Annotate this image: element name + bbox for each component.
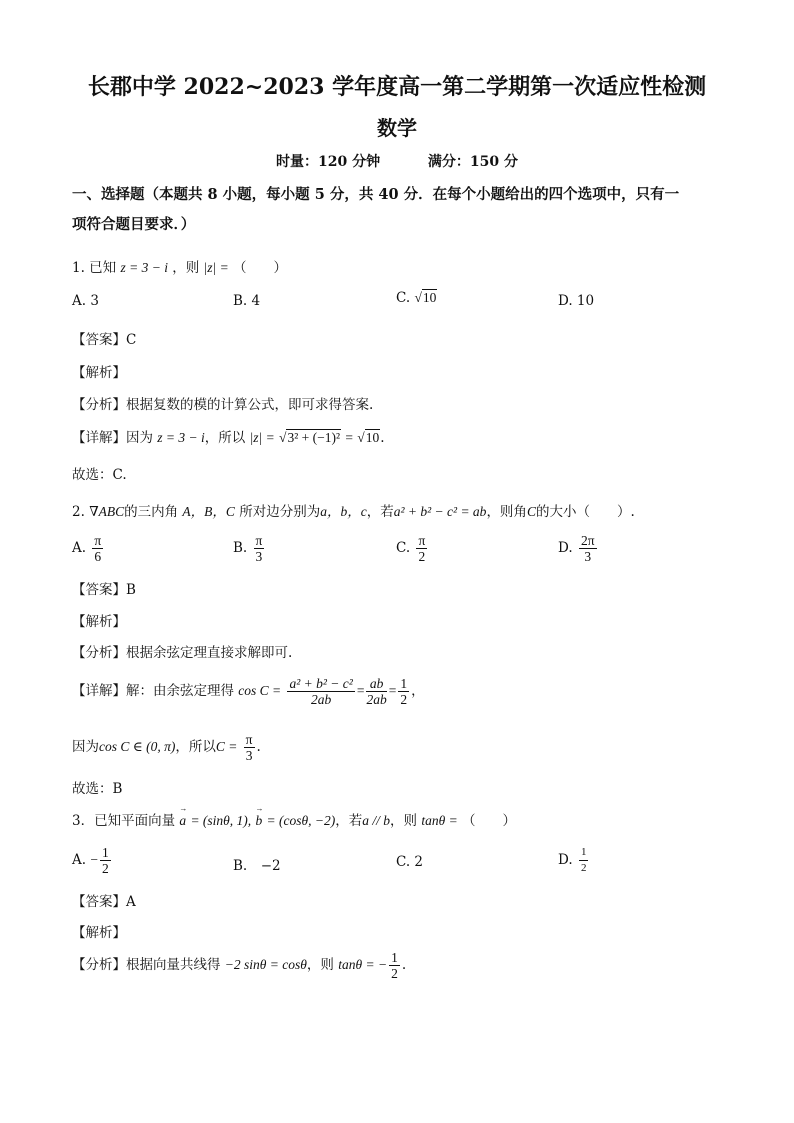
page-title: 长郡中学 2022~2023 学年度高一第二学期第一次适应性检测 — [87, 74, 707, 100]
vector-b: → b — [255, 813, 262, 828]
q2-choose: 故选：B — [72, 781, 123, 797]
section-heading-line2: 项符合题目要求．） — [72, 216, 196, 233]
sqrt-symbol: √10 — [414, 290, 437, 305]
q1-analysis-label: 【解析】 — [72, 365, 126, 381]
q3-analysis-label: 【解析】 — [72, 925, 126, 941]
q1-option-c: C. √10 — [396, 290, 437, 306]
q1-stem: 1. 已知 z = 3 − i ，则 |z| = （ ） — [72, 260, 288, 276]
q2-option-d: D. $\frac{2\pi}{3}$ — [558, 533, 595, 564]
q2-option-a: A. $\frac{\pi}{6}$ — [72, 533, 102, 564]
q3-stem: 3．已知平面向量 → a = (sinθ, 1), → b = (cosθ, −2)，若a // b，则 tanθ = （ ） — [72, 809, 516, 829]
q3-fenxi: 【分析】根据向量共线得 −2 sinθ = cosθ，则 tanθ = − $\frac{1}{2}$ . — [72, 950, 407, 981]
q2-since: 因为cos C ∈ (0, π)，所以C = $\frac{\pi}{3}$ . — [72, 732, 261, 763]
sqrt-symbol: √3² + (−1)² — [279, 430, 341, 445]
q2-option-b: B. $\frac{\pi}{3}$ — [233, 533, 263, 564]
sqrt-symbol: √10 — [357, 430, 380, 445]
q3-option-d: D. $\frac{1}{2}$ — [558, 846, 587, 874]
q1-answer: 【答案】C — [72, 332, 137, 348]
vector-a: → a — [179, 813, 186, 828]
q2-stem: 2. ∇ABC的三内角 A，B，C 所对边分别为a，b，c，若a² + b² − c² = ab，则角C的大小（ ）. — [72, 504, 635, 520]
q1-fenxi: 【分析】根据复数的模的计算公式，即可求得答案. — [72, 397, 374, 413]
q1-option-a: A. 3 — [72, 293, 99, 309]
q1-choose: 故选：C. — [72, 467, 127, 483]
q2-detail: 【详解】解：由余弦定理得 cos C = $\frac{\text{a² + b² − c²}}{2ab}$ = $\frac{ab}{2ab}$ = $\frac{1}{2}$ ， — [72, 676, 425, 707]
q2-answer: 【答案】B — [72, 582, 136, 598]
q1-option-b: B. 4 — [233, 293, 261, 309]
q2-analysis-label: 【解析】 — [72, 614, 126, 630]
subject-title: 数学 — [377, 116, 417, 140]
q3-option-c: C. 2 — [396, 854, 424, 870]
q3-answer: 【答案】A — [72, 894, 136, 910]
q2-fenxi: 【分析】根据余弦定理直接求解即可. — [72, 645, 293, 661]
section-heading-line1: 一、选择题（本题共 8 小题，每小题 5 分，共 40 分．在每个小题给出的四个选项中，只有一 — [72, 186, 680, 203]
q1-expr: z = 3 − i — [120, 260, 168, 275]
q3-option-b: B. −2 — [233, 858, 281, 874]
time-label: 时量：120 分钟 — [276, 154, 381, 170]
q3-option-a: A. − $\frac{1}{2}$ — [72, 845, 109, 876]
exam-meta — [0, 151, 794, 171]
q1-detail: 【详解】因为 z = 3 − i，所以 |z| = √3² + (−1)² = √10. — [72, 430, 385, 446]
score-label: 满分：150 分 — [427, 154, 518, 170]
q1-abs: |z| = — [203, 260, 229, 275]
q2-option-c: C. $\frac{\pi}{2}$ — [396, 533, 426, 564]
q1-option-d: D. 10 — [558, 293, 595, 309]
